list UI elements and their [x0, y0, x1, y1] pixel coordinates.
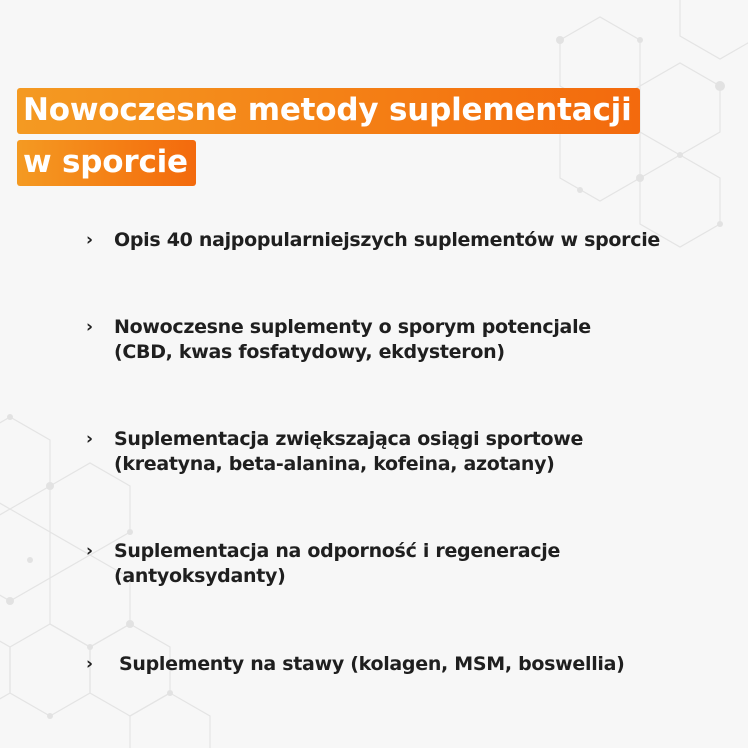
bullet-line: (CBD, kwas fosfatydowy, ekdysteron) [114, 341, 505, 363]
bullet-text [114, 315, 591, 365]
bullet-text [119, 652, 625, 677]
chevron-right-icon: › [86, 230, 94, 250]
bullet-line: Suplementacja na odporność i regeneracje [114, 540, 561, 562]
bullet-text [114, 427, 583, 477]
bullet-text [114, 228, 660, 253]
bullet-line: Opis 40 najpopularniejszych suplementów w sporcie [114, 229, 660, 251]
bullet-line: Nowoczesne suplementy o sporym potencjale [114, 316, 591, 338]
bullet-line: Suplementy na stawy (kolagen, MSM, boswellia) [119, 653, 625, 675]
bullet-line: (kreatyna, beta-alanina, kofeina, azotany) [114, 453, 555, 475]
title-line-2: w sporcie [17, 140, 196, 186]
chevron-right-icon: › [86, 541, 94, 561]
bullet-line: Suplementacja zwiększająca osiągi sportowe [114, 428, 584, 450]
chevron-right-icon: › [86, 429, 94, 449]
chevron-right-icon: › [86, 317, 94, 337]
chevron-right-icon: › [86, 654, 94, 674]
bullet-text [114, 539, 560, 589]
title-line-1: Nowoczesne metody suplementacji [17, 88, 640, 134]
bullet-line: (antyoksydanty) [114, 565, 286, 587]
